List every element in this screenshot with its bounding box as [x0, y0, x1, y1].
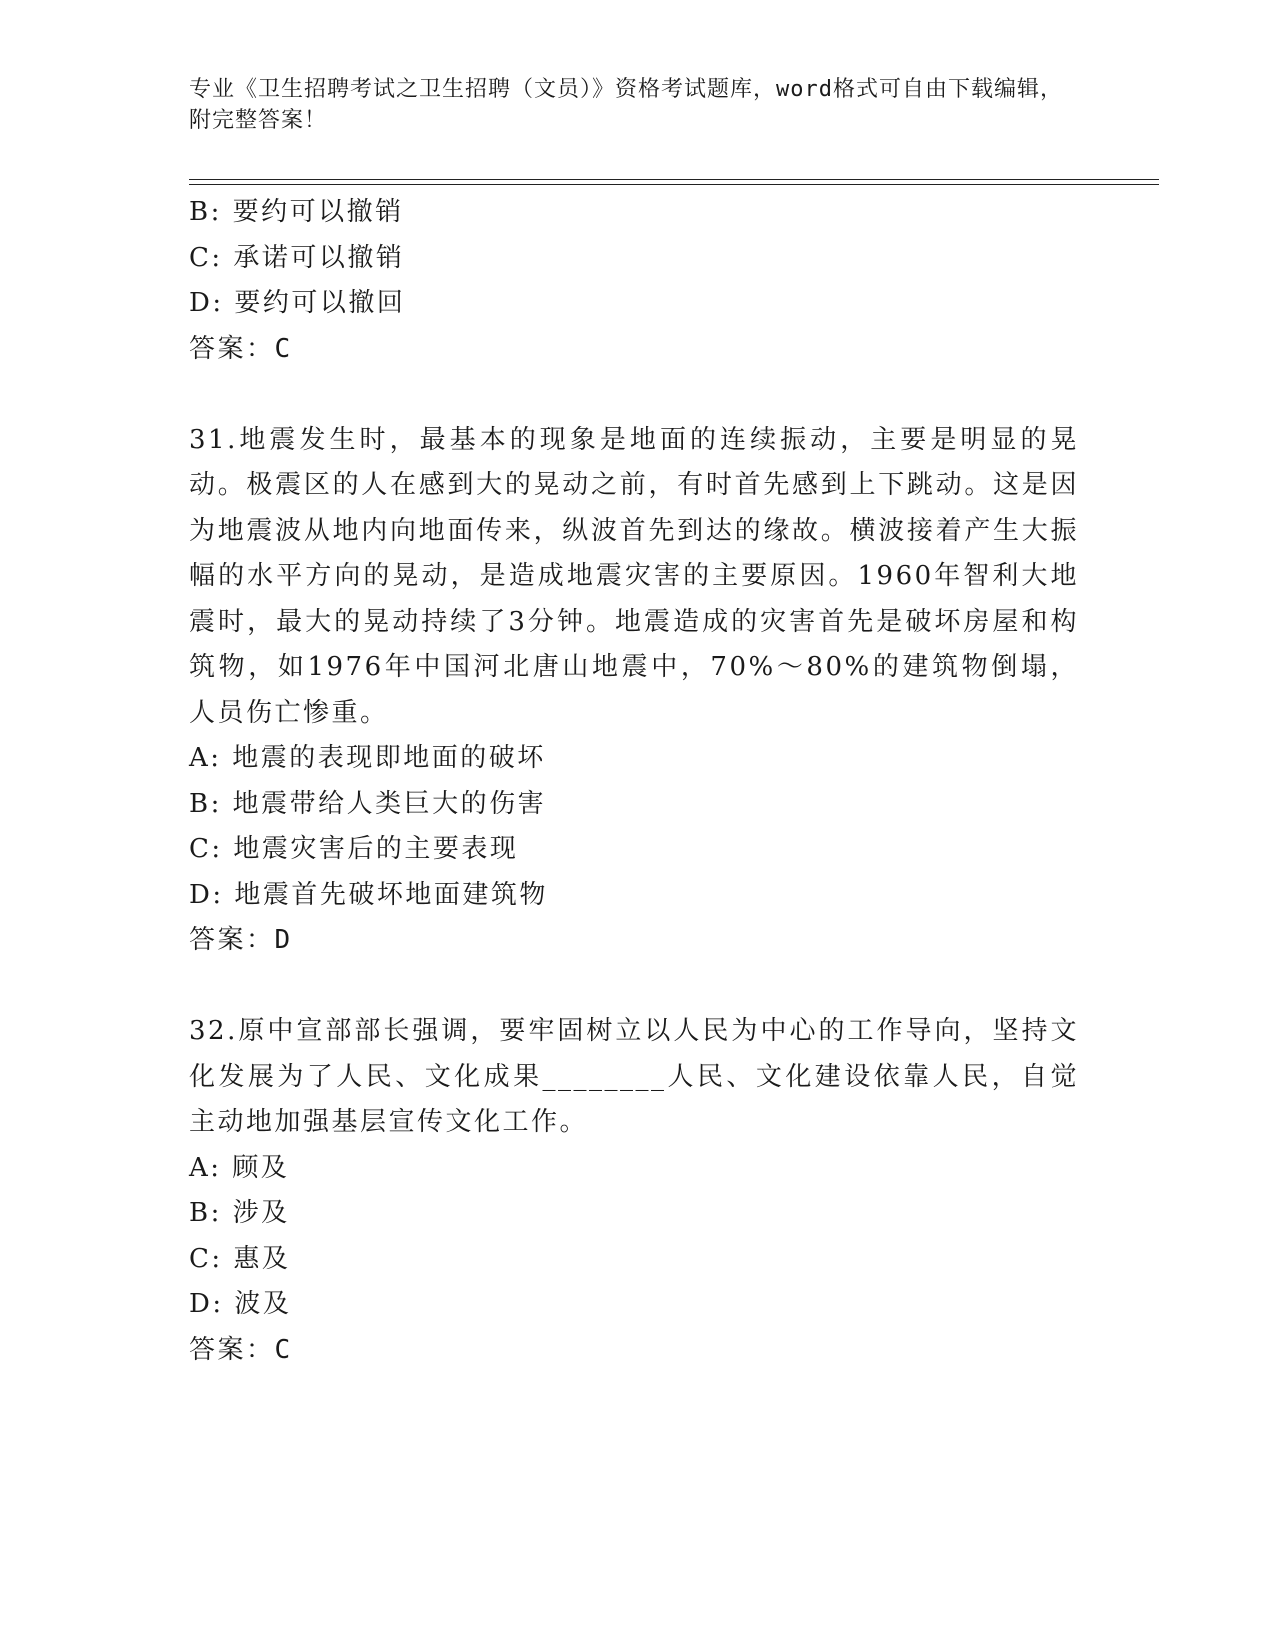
question-31: [189, 418, 1079, 964]
question-32: [189, 1009, 1079, 1373]
option-a: A: 地震的表现即地面的破坏: [189, 743, 546, 773]
option-a: A: 顾及: [189, 1152, 290, 1183]
header-rule-bottom: [189, 184, 1159, 185]
header-rule-top: [189, 179, 1159, 180]
question-stem: 31.地震发生时，最基本的现象是地面的连续振动，主要是明显的晃动。极震区的人在感到大的晃动之前，有时首先感到上下跳动。这是因为地震波从地内向地面传来，纵波首先到达的缘故。横波接着产生大振幅的水平方向的晃动，是造成地震灾害的主要原因。1960年智利大地震时，最大的晃动持续了3分钟。地震造成的灾害首先是破坏房屋和构筑物，如1976年中国河北唐山地震中，70%～80%的建筑物倒塌，人员伤亡惨重。: [189, 424, 1079, 728]
option-c: C: 惠及: [189, 1243, 291, 1274]
question-30: [189, 190, 1079, 372]
option-c: C: 地震灾害后的主要表现: [189, 834, 519, 864]
option-b: B: 要约可以撤销: [189, 197, 404, 227]
question-content: [189, 190, 1079, 1373]
answer-label: 答案：C: [189, 333, 293, 364]
option-d: D: 波及: [189, 1289, 292, 1319]
option-d: D: 地震首先破坏地面建筑物: [189, 879, 548, 910]
document-header: 专业《卫生招聘考试之卫生招聘（文员）》资格考试题库，word格式可自由下载编辑，附完整答案！: [189, 77, 1063, 133]
spacer: [189, 964, 1079, 1010]
answer-label: 答案：C: [189, 1334, 293, 1365]
option-c: C: 承诺可以撤销: [189, 242, 405, 273]
answer-label: 答案：D: [189, 925, 293, 955]
option-b: B: 地震带给人类巨大的伤害: [189, 788, 547, 819]
option-b: B: 涉及: [189, 1198, 290, 1228]
question-stem: 32.原中宣部部长强调，要牢固树立以人民为中心的工作导向，坚持文化发展为了人民、文化成果________人民、文化建设依靠人民，自觉主动地加强基层宣传文化工作。: [189, 1016, 1079, 1137]
option-d: D: 要约可以撤回: [189, 288, 406, 318]
spacer: [189, 372, 1079, 418]
